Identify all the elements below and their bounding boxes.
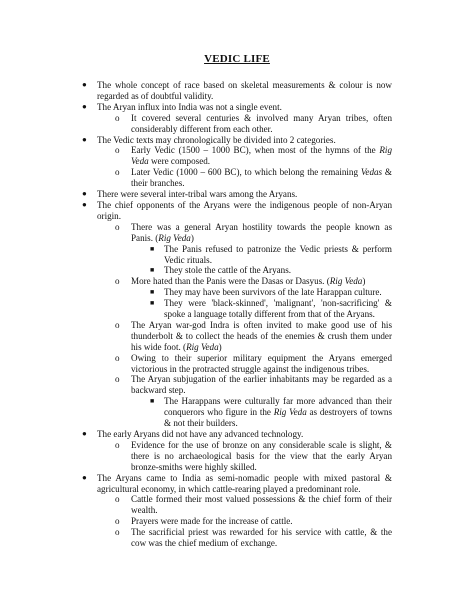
- list-item-level-3: [150, 287, 392, 298]
- text-segment: & their branches.: [131, 167, 392, 189]
- list-item-text: [164, 265, 291, 275]
- list-item-level-3: [150, 396, 393, 429]
- list-item-level-1: [82, 472, 392, 495]
- text-segment: were composed.: [148, 156, 211, 167]
- bullet-circle: o: [115, 167, 120, 178]
- bullet-circle: o: [115, 319, 120, 330]
- list-item-level-1: [82, 199, 392, 222]
- document-title: VEDIC LIFE: [204, 53, 270, 65]
- list-item-text: [97, 135, 336, 145]
- bullet-dot: ●: [82, 189, 87, 199]
- bullet-circle: o: [115, 439, 120, 450]
- list-item-level-1: [82, 134, 392, 146]
- list-item-level-2: [115, 167, 392, 189]
- italic-text: Rig Veda: [158, 232, 191, 243]
- text-segment: as destroyers of towns & not their builders.: [164, 407, 393, 429]
- text-segment: The sacrificial priest was rewarded for his service with cattle, & the cow was the chief medium of exchange.: [131, 527, 392, 549]
- text-segment: Early Vedic (1500 – 1000 BC), when most of the hymns of the: [131, 145, 380, 156]
- text-segment: Owing to their superior military equipment the Aryans emerged victorious in the protracted struggle against the indigenous tribes.: [131, 352, 392, 374]
- bullet-square: ■: [150, 266, 155, 275]
- text-segment: ): [362, 276, 366, 287]
- bullet-dot: ●: [82, 199, 87, 209]
- text-segment: The Aryans came to India as semi-nomadic people with mixed pastoral & agricultural economy, in which cattle-rearing played a predominant role.: [97, 472, 392, 494]
- list-item-level-2: [115, 276, 392, 287]
- list-item-level-3: [150, 298, 392, 320]
- list-item-text: [131, 145, 392, 166]
- list-item-level-2: [115, 516, 392, 527]
- list-item-text: [131, 353, 392, 374]
- list-item-text: [97, 189, 297, 199]
- list-item-text: [131, 113, 392, 134]
- text-segment: They stole the cattle of the Aryans.: [164, 265, 292, 276]
- list-item-text: [164, 298, 392, 319]
- list-item-text: [131, 276, 365, 286]
- text-segment: There was a general Aryan hostility towards the people known as Panis. (: [131, 221, 392, 243]
- list-item-level-1: [82, 429, 392, 440]
- bullet-dot: ●: [82, 429, 87, 438]
- list-item-text: [97, 473, 392, 494]
- bullet-list: [0, 80, 474, 549]
- bullet-circle: o: [115, 112, 120, 123]
- bullet-circle: o: [115, 527, 120, 538]
- list-item-level-2: [115, 494, 392, 516]
- bullet-circle: o: [115, 494, 120, 505]
- bullet-circle: o: [115, 145, 120, 156]
- list-item-level-1: [82, 101, 392, 113]
- text-segment: There were several inter-tribal wars among the Aryans.: [97, 189, 298, 200]
- list-item-text: [131, 320, 392, 352]
- bullet-circle: o: [115, 516, 120, 527]
- list-item-text: [164, 396, 392, 428]
- list-item-text: [131, 167, 392, 188]
- bullet-dot: ●: [82, 80, 87, 89]
- text-segment: The Panis refused to patronize the Vedic priests & perform Vedic rituals.: [164, 243, 392, 265]
- text-segment: The chief opponents of the Aryans were the indigenous people of non-Aryan origin.: [97, 199, 392, 221]
- list-item-level-3: [150, 243, 392, 266]
- list-item-text: [131, 527, 392, 548]
- text-segment: The Aryan influx into India was not a single event.: [97, 101, 282, 112]
- list-item-text: [131, 222, 392, 243]
- list-item-level-2: [115, 319, 392, 353]
- list-item-level-2: [115, 374, 392, 396]
- list-item-text: [164, 244, 392, 265]
- text-segment: Prayers were made for the increase of cattle.: [131, 516, 293, 527]
- list-item-text: [131, 374, 392, 395]
- text-segment: ): [190, 232, 194, 243]
- bullet-dot: ●: [82, 101, 87, 111]
- list-item-text: [131, 516, 293, 526]
- bullet-circle: o: [115, 221, 120, 232]
- text-segment: The Harappans were culturally far more advanced than their conquerors who figure in the: [164, 396, 392, 418]
- list-item-level-2: [115, 527, 392, 549]
- text-segment: More hated than the Panis were the Dasas or Dasyus. (: [131, 276, 330, 287]
- text-segment: They were 'black-skinned', 'malignant', 'non-sacrificing' & spoke a language totally different from that of the Aryans.: [164, 298, 392, 320]
- text-segment: The Aryan war-god Indra is often invited to make good use of his thunderbolt & to collect the heads of the enemies & crush them under his wide foot. (: [131, 319, 392, 352]
- text-segment: Cattle formed their most valued possessions & the chief form of their wealth.: [131, 494, 392, 516]
- text-segment: The Vedic texts may chronologically be divided into 2 categories.: [97, 134, 336, 145]
- list-item-text: [97, 80, 392, 101]
- bullet-dot: ●: [82, 134, 87, 144]
- italic-text: Vedas: [360, 167, 383, 178]
- text-segment: They may have been survivors of the late Harappan culture.: [164, 287, 382, 298]
- list-item-level-2: [115, 439, 392, 473]
- list-item-text: [97, 200, 392, 221]
- bullet-circle: o: [115, 352, 120, 363]
- list-item-level-2: [115, 112, 392, 135]
- list-item-text: [164, 287, 382, 297]
- italic-text: Rig Veda: [329, 276, 363, 287]
- italic-text: Rig Veda: [131, 145, 392, 167]
- text-segment: The early Aryans did not have any advanced technology.: [97, 429, 304, 439]
- list-item-level-2: [115, 352, 392, 375]
- italic-text: Rig Veda: [186, 341, 219, 352]
- text-segment: It covered several centuries & involved many Aryan tribes, often considerably different from each other.: [131, 112, 392, 134]
- bullet-square: ■: [150, 397, 155, 406]
- text-segment: Evidence for the use of bronze on any considerable scale is slight, & there is no archaeological basis for the view that the early Aryan bronze-smiths were highly skilled.: [131, 439, 392, 472]
- text-segment: ): [218, 341, 222, 352]
- list-item-text: [97, 429, 303, 439]
- bullet-square: ■: [150, 244, 155, 253]
- list-item-level-1: [82, 189, 392, 200]
- text-segment: Later Vedic (1000 – 600 BC), to which belong the remaining: [131, 167, 361, 178]
- list-item-text: [97, 102, 282, 112]
- bullet-dot: ●: [82, 472, 87, 482]
- list-item-text: [131, 440, 392, 472]
- list-item-text: [131, 494, 392, 515]
- bullet-circle: o: [115, 374, 120, 385]
- italic-text: Rig Veda: [273, 407, 307, 418]
- text-segment: The whole concept of race based on skeletal measurements & colour is now regarded as of doubtful validity.: [97, 80, 392, 101]
- bullet-square: ■: [150, 288, 155, 297]
- list-item-level-2: [115, 221, 392, 244]
- bullet-circle: o: [115, 276, 120, 287]
- list-item-level-1: [82, 80, 392, 102]
- list-item-level-3: [150, 265, 392, 276]
- text-segment: The Aryan subjugation of the earlier inhabitants may be regarded as a backward step.: [131, 374, 392, 396]
- bullet-square: ■: [150, 299, 155, 308]
- list-item-level-2: [115, 145, 392, 167]
